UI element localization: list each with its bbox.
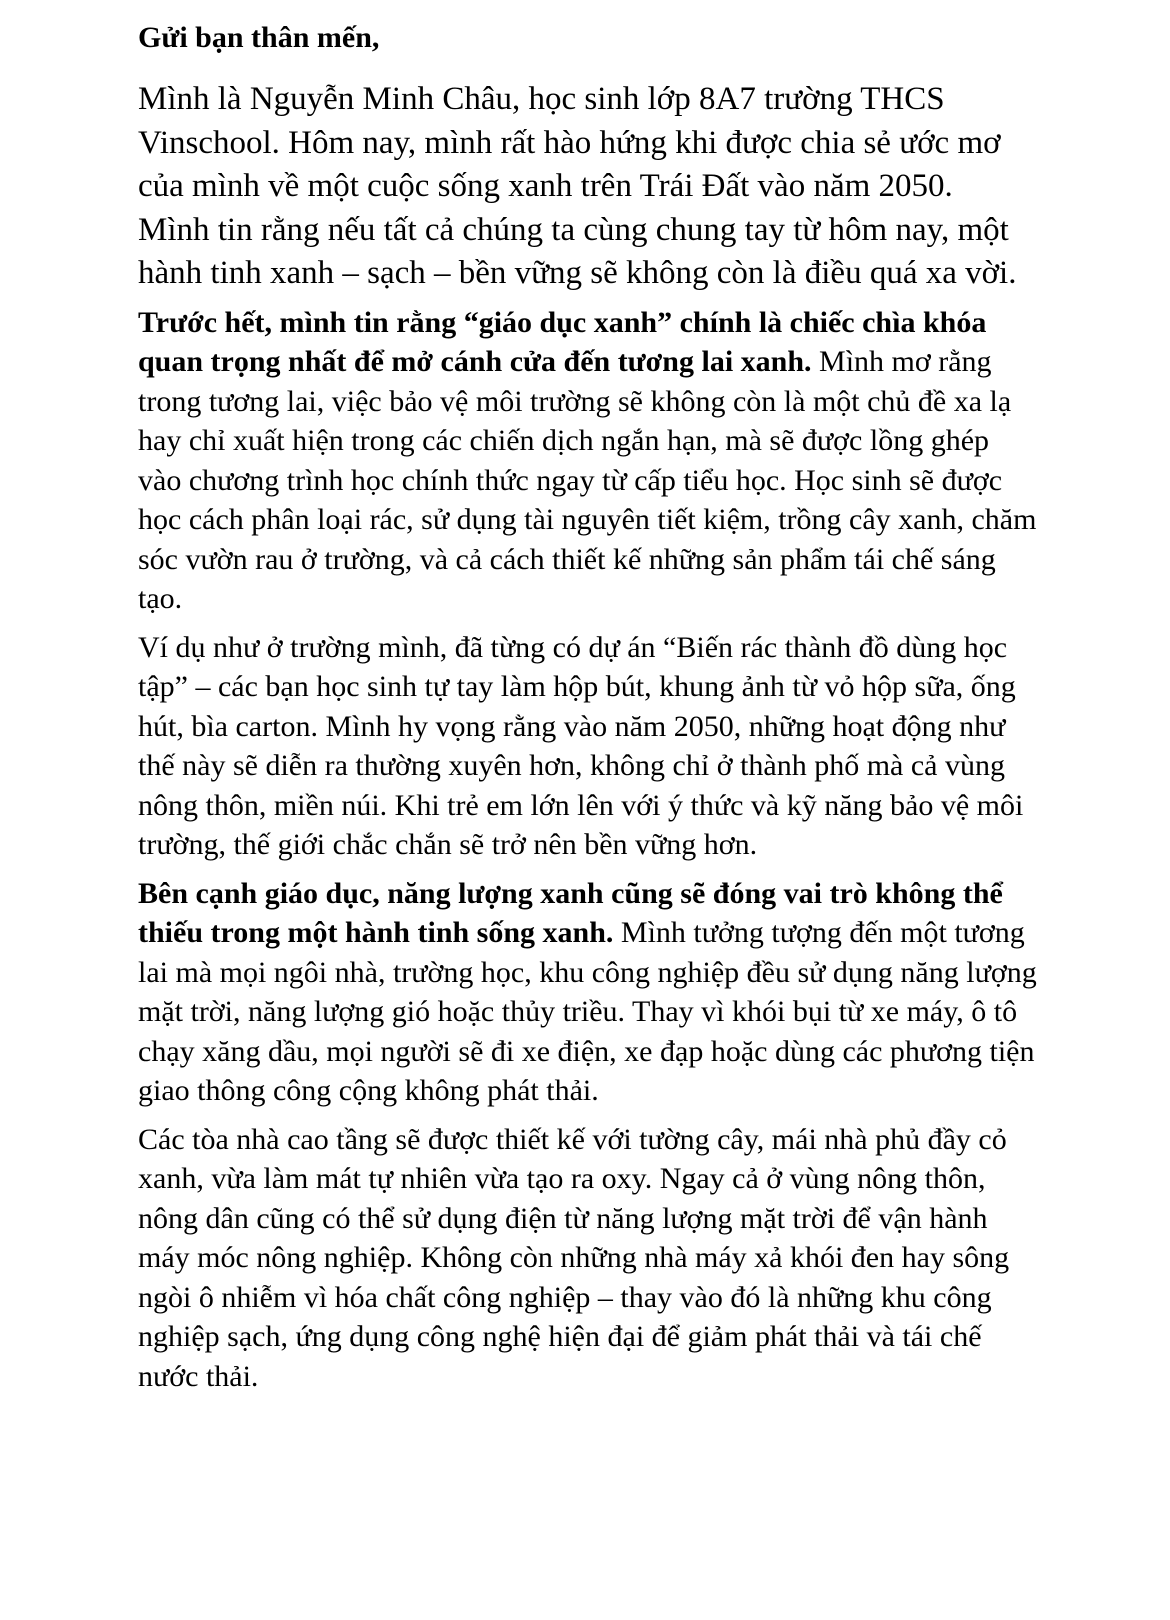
green-energy-paragraph [138,874,1038,1111]
school-project-paragraph: Ví dụ như ở trường mình, đã từng có dự án “Biến rác thành đồ dùng học tập” – các bạn học sinh tự tay làm hộp bút, khung ảnh từ vỏ hộp sữa, ống hút, bìa carton. Mình hy vọng rằng vào năm 2050, những hoạt động như thế này sẽ diễn ra thường xuyên hơn, không chỉ ở thành phố mà cả vùng nông thôn, miền núi. Khi trẻ em lớn lên với ý thức và kỹ năng bảo vệ môi trường, thế giới chắc chắn sẽ trở nên bền vững hơn. [138,630,1024,861]
intro-paragraph: Mình là Nguyễn Minh Châu, học sinh lớp 8A7 trường THCS Vinschool. Hôm nay, mình rất hào hứng khi được chia sẻ ước mơ của mình về một cuộc sống xanh trên Trái Đất vào năm 2050. Mình tin rằng nếu tất cả chúng ta cùng chung tay từ hôm nay, một hành tinh xanh – sạch – bền vững sẽ không còn là điều quá xa vời. [138,81,1017,291]
green-buildings-paragraph: Các tòa nhà cao tầng sẽ được thiết kế với tường cây, mái nhà phủ đầy cỏ xanh, vừa làm mát tự nhiên vừa tạo ra oxy. Ngay cả ở vùng nông thôn, nông dân cũng có thể sử dụng điện từ năng lượng mặt trời để vận hành máy móc nông nghiệp. Không còn những nhà máy xả khói đen hay sông ngòi ô nhiễm vì hóa chất công nghiệp – thay vào đó là những khu công nghiệp sạch, ứng dụng công nghệ hiện đại để giảm phát thải và tái chế nước thải. [138,1122,1010,1393]
letter-document [138,18,1038,1405]
education-paragraph [138,303,1038,619]
green-energy-body-text: Mình tưởng tượng đến một tương lai mà mọi ngôi nhà, trường học, khu công nghiệp đều sử dụng năng lượng mặt trời, năng lượng gió hoặc thủy triều. Thay vì khói bụi từ xe máy, ô tô chạy xăng dầu, mọi người sẽ đi xe điện, xe đạp hoặc dùng các phương tiện giao thông công cộng không phát thải. [138,916,1037,1107]
letter-greeting: Gửi bạn thân mến, [138,21,380,54]
education-body-text: Mình mơ rằng trong tương lai, việc bảo vệ môi trường sẽ không còn là một chủ đề xa lạ hay chỉ xuất hiện trong các chiến dịch ngắn hạn, mà sẽ được lồng ghép vào chương trình học chính thức ngay từ cấp tiểu học. Học sinh sẽ được học cách phân loại rác, sử dụng tài nguyên tiết kiệm, trồng cây xanh, chăm sóc vườn rau ở trường, và cả cách thiết kế những sản phẩm tái chế sáng tạo. [138,345,1037,615]
education-lead-sentence: Trước hết, mình tin rằng “giáo dục xanh” chính là chiếc chìa khóa quan trọng nhất để mở cánh cửa đến tương lai xanh. [138,305,987,378]
green-energy-lead-sentence: Bên cạnh giáo dục, năng lượng xanh cũng sẽ đóng vai trò không thể thiếu trong một hành tinh sống xanh. [138,876,1003,949]
